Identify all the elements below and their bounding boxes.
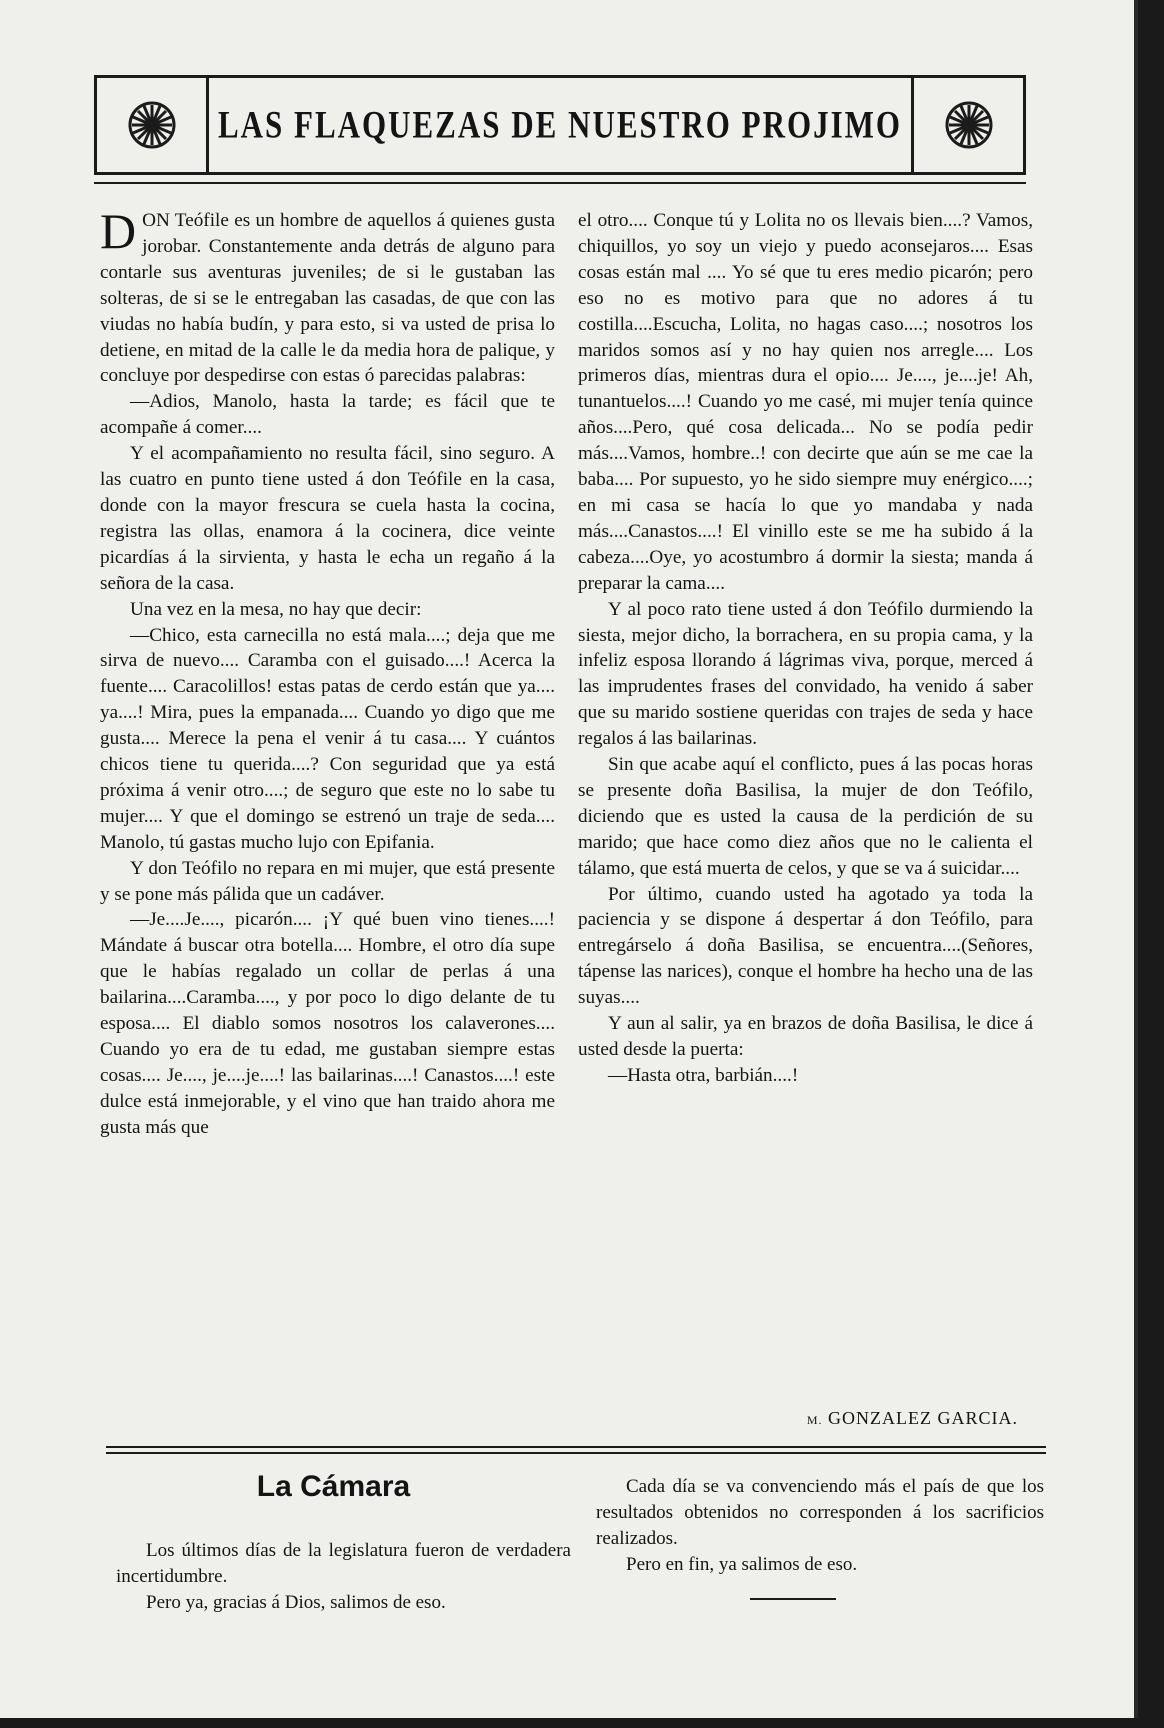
section-paragraph: Pero ya, gracias á Dios, salimos de eso. <box>146 1592 446 1613</box>
signature-initial: M. <box>806 1413 823 1427</box>
section-paragraph: Cada día se va convenciendo más el país de que los resultados obtenidos no corresponden á los sacrificios realizados. <box>596 1476 1044 1549</box>
page-title: LAS FLAQUEZAS DE NUESTRO PROJIMO <box>217 102 903 147</box>
header-ornament-right <box>911 78 1023 172</box>
article-paragraph: DON Teófile es un hombre de aquellos á quienes gusta jorobar. Constantemente anda detrás de alguno para contarle sus aventuras juveniles; de si le gustaban las solteras, de si se le entregaban las casadas, de que con las viudas no había budín, y para esto, si va usted de prisa lo detiene, en mitad de la calle le da media hora de palique, y concluye por despedirse con estas ó parecidas palabras: <box>100 203 555 387</box>
rosette-icon <box>124 97 180 153</box>
article-paragraph: Sin que acabe aquí el conflicto, pues á las pocas horas se presente doña Basilisa, la mujer de don Teófilo, diciendo que es usted la causa de la perdición de su marido; que hace como diez años que no le calienta el tálamo, que está muerta de celos, y que se va á suicidar.... <box>578 754 1033 879</box>
rosette-icon <box>941 97 997 153</box>
article-paragraph: Y aun al salir, ya en brazos de doña Basilisa, le dice á usted desde la puerta: <box>578 1013 1033 1060</box>
drop-cap: D <box>100 203 137 259</box>
section-divider-bottom <box>106 1452 1046 1454</box>
article-paragraph: —Je....Je...., picarón.... ¡Y qué buen vino tienes....! Mándate á buscar otra botella.... Hombre, el otro día supe que le habías regalado un collar de perlas á una bailarina....Caramba...., y por poco lo digo delante de tu esposa.... El diablo somos nosotros los calaverones.... Cuando yo era de tu edad, me gustaban siempre estas cosas.... Je...., je....je....! las bailarinas....! Canastos....! este dulce está inmejorable, y el vino que han traido ahora me gusta más que <box>100 909 555 1138</box>
header-ornament-left <box>97 78 209 172</box>
article-column-left <box>100 203 555 1141</box>
section-column-right <box>596 1474 1044 1578</box>
article-paragraph: el otro.... Conque tú y Lolita no os llevais bien....? Vamos, chiquillos, yo soy un viejo y puedo aconsejaros.... Esas cosas están mal .... Yo sé que tu eres medio picarón; pero eso no es motivo para que no adores á tu costilla....Escucha, Lolita, no hagas caso....; nosotros los maridos somos así y no hay quien nos arregle.... Los primeros días, mientras dura el opio.... Je...., je....je! Ah, tunantuelos....! Cuando yo me casé, mi mujer tenía quince años....Pero, qué cosa delicada... No se podía pedir más....Vamos, hombre..! con decirte que aún se me cae la baba.... Por supuesto, yo he sido siempre muy enérgico....; en mi casa se hacía lo que yo mandaba y nada más....Canastos....! El vinillo este se me ha subido á la cabeza....Oye, yo acostumbro á dormir la siesta; manda á preparar la cama.... <box>578 210 1033 594</box>
article-paragraph: —Chico, esta carnecilla no está mala....; deja que me sirva de nuevo.... Caramba con el guisado....! Acerca la fuente.... Caracolillos! estas patas de cerdo están que ya.... ya....! Mira, pues la empanada.... Cuando yo digo que me gusta.... Merece la pena el venir á tu casa.... Y cuántos chicos tiene tu querida....? Con seguridad que ya está próxima á venir otro....; de seguro que este no lo sabe tu mujer.... Y que el domingo se estrenó un traje de seda.... Manolo, tú gastas mucho lujo con Epifania. <box>100 624 555 853</box>
article-paragraph: Y el acompañamiento no resulta fácil, sino seguro. A las cuatro en punto tiene usted á don Teófile en la casa, donde con la mayor frescura se cuela hasta la cocina, registra las ollas, enamora á la cocinera, dice veinte picardías á la sirvienta, y hasta le echa un regaño á la señora de la casa. <box>100 443 555 594</box>
signature-name: GONZALEZ GARCIA. <box>828 1408 1018 1428</box>
article-paragraph: —Adios, Manolo, hasta la tarde; es fácil que te acompañe á comer.... <box>100 391 555 439</box>
article-paragraph: Por último, cuando usted ha agotado ya toda la paciencia y se dispone á despertar á don Teófilo, para entregárselo á doña Basilisa, se encuentra....(Señores, tápense las narices), conque el hombre ha hecho una de las suyas.... <box>578 883 1033 1009</box>
section-paragraph: Los últimos días de la legislatura fueron de verdadera incertidumbre. <box>116 1540 571 1587</box>
article-column-right <box>578 208 1033 1089</box>
section-header <box>94 75 1026 175</box>
article-paragraph: —Hasta otra, barbián....! <box>608 1064 799 1086</box>
author-signature <box>578 1408 1018 1429</box>
section-column-left <box>116 1538 571 1616</box>
article-paragraph: Una vez en la mesa, no hay que decir: <box>130 598 422 620</box>
end-rule <box>750 1598 836 1600</box>
article-paragraph: Y al poco rato tiene usted á don Teófilo durmiendo la siesta, mejor dicho, la borrachera, en su propia cama, y la infeliz esposa llorando á lágrimas viva, porque, merced á las imprudentes frases del convidado, ha venido á saber que su marido sostiene queridas con trajes de seda y hace regalos á las bailarinas. <box>578 598 1033 750</box>
header-divider <box>94 182 1026 184</box>
section-divider-top <box>106 1446 1046 1448</box>
section-title: La Cámara <box>256 1470 411 1503</box>
article-paragraph: Y don Teófilo no repara en mi mujer, que está presente y se pone más pálida que un cadáver. <box>100 857 555 905</box>
section-paragraph: Pero en fin, ya salimos de eso. <box>626 1554 858 1575</box>
